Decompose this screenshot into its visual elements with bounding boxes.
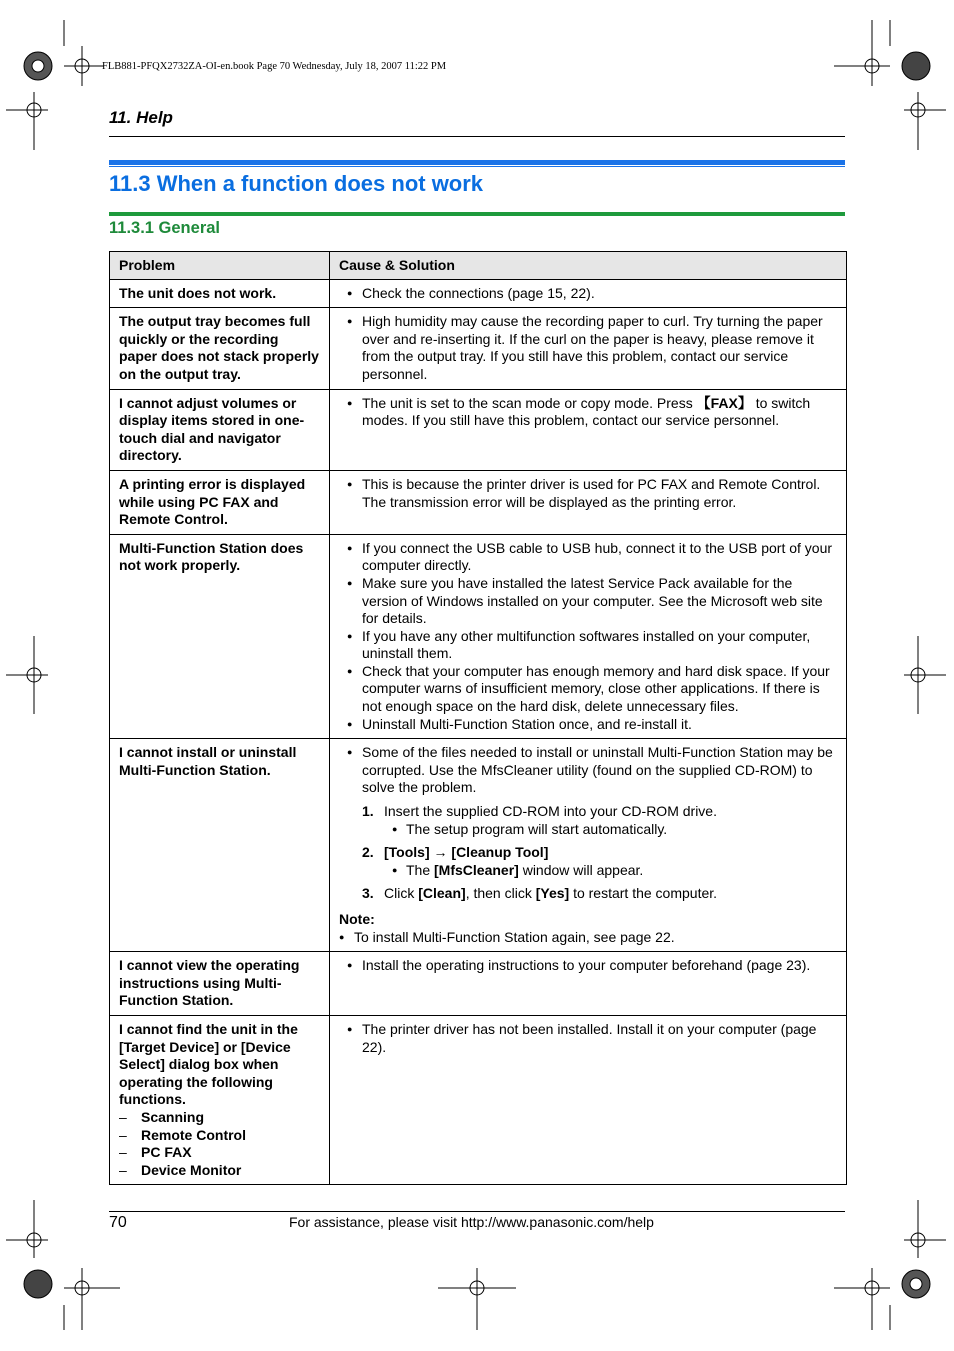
subsection-title: 11.3.1 General: [109, 219, 220, 237]
table-row: [110, 308, 847, 389]
solution-bullet: ● If you have any other multifunction softwares installed on your computer, uninstall them.: [339, 628, 837, 663]
list-item: – Device Monitor: [119, 1161, 242, 1178]
solution-bullet: ● This is because the printer driver is used for PC FAX and Remote Control. The transmission error will be displayed as the printing error.: [339, 476, 837, 511]
arrow-icon: →: [429, 844, 452, 861]
table-row: [110, 389, 847, 470]
step-sub-bullet: ● The [MfsCleaner] window will appear.: [384, 862, 837, 880]
problem-cell: The output tray becomes full quickly or the recording paper does not stack properly on the output tray.: [110, 308, 330, 389]
solution-cell: [330, 470, 847, 534]
header-rule: [109, 136, 845, 137]
problem-cell: A printing error is displayed while using PC FAX and Remote Control.: [110, 470, 330, 534]
problem-cell: The unit does not work.: [110, 279, 330, 308]
clean-key: [Clean]: [418, 885, 466, 902]
problem-cell: I cannot view the operating instructions using Multi-Function Station.: [110, 952, 330, 1016]
solution-bullet: ● Install the operating instructions to your computer beforehand (page 23).: [339, 957, 837, 975]
steps-list: [339, 803, 837, 903]
solution-cell: [330, 952, 847, 1016]
table-row: [110, 952, 847, 1016]
list-item: – PC FAX: [119, 1144, 192, 1161]
cleanup-tool-key: [Cleanup Tool]: [451, 844, 549, 861]
tools-key: [Tools]: [384, 844, 430, 861]
table-row: [110, 739, 847, 952]
fax-key: 【FAX】: [696, 394, 752, 411]
table-header-row: [110, 252, 847, 280]
solution-bullet: ● Check the connections (page 15, 22).: [339, 285, 837, 303]
solution-bullet: ● Uninstall Multi-Function Station once, and re-install it.: [339, 716, 837, 734]
list-item: – Remote Control: [119, 1126, 246, 1143]
note-bullet: ● To install Multi-Function Station again, see page 22.: [331, 929, 837, 947]
solution-bullet: ● The printer driver has not been installed. Install it on your computer (page 22).: [339, 1021, 837, 1056]
step-item: 3. Click [Clean], then click [Yes] to restart the computer.: [362, 885, 718, 902]
page-number: 70: [109, 1214, 127, 1231]
problem-cell: I cannot install or uninstall Multi-Function Station.: [110, 739, 330, 952]
solution-cell: [330, 739, 847, 952]
solution-cell: [330, 279, 847, 308]
table-row: [110, 534, 847, 739]
note-title: Note:: [339, 911, 375, 927]
step-item: 2. [Tools] → [Cleanup Tool] ● The [MfsCleaner] window will appear.: [339, 844, 837, 879]
solution-bullet: ● If you connect the USB cable to USB hub, connect it to the USB port of your computer directly.: [339, 540, 837, 575]
solution-cell: [330, 534, 847, 739]
section-bar-thin: [109, 166, 845, 167]
header-problem: Problem: [110, 252, 330, 280]
solution-bullet: ● Check that your computer has enough memory and hard disk space. If your computer warns of insufficient memory, close other applications. If there is not enough space on the hard disk, delete unnecessary files.: [339, 663, 837, 716]
table-row: [110, 279, 847, 308]
solution-bullet: ● Some of the files needed to install or uninstall Multi-Function Station may be corrupted. Use the MfsCleaner utility (found on the supplied CD-ROM) to solve the problem.: [339, 744, 837, 797]
solution-cell: [330, 389, 847, 470]
solution-bullet: ● High humidity may cause the recording paper to curl. Try turning the paper over and re-inserting it. If the curl on the paper is heavy, please remove it from the output tray. If you still have this problem, contact our service personnel.: [339, 313, 837, 383]
step-item: 1. Insert the supplied CD-ROM into your CD-ROM drive. ● The setup program will start automatically.: [339, 803, 837, 838]
yes-key: [Yes]: [535, 885, 570, 902]
solution-bullet: ● The unit is set to the scan mode or copy mode. Press 【FAX】 to switch modes. If you still have this problem, contact our service personnel.: [339, 395, 837, 430]
problem-cell: Multi-Function Station does not work properly.: [110, 534, 330, 739]
problem-cell: I cannot find the unit in the [Target Device] or [Device Select] dialog box when operating the following functions. – Scanning – Remote Control – PC FAX – Device Monitor: [110, 1015, 330, 1184]
functions-list: [119, 1109, 320, 1179]
list-item: – Scanning: [119, 1108, 205, 1125]
footer-text: For assistance, please visit http://www.panasonic.com/help: [289, 1214, 654, 1230]
problem-cell: I cannot adjust volumes or display items stored in one-touch dial and navigator directory.: [110, 389, 330, 470]
header-cause-solution: Cause & Solution: [330, 252, 847, 280]
subsection-bar: [109, 212, 845, 216]
book-slug: FLB881-PFQX2732ZA-OI-en.book Page 70 Wednesday, July 18, 2007 11:22 PM: [102, 61, 447, 72]
solution-bullet: ● Make sure you have installed the latest Service Pack available for the version of Windows installed on your computer. See the Microsoft web site for details.: [339, 575, 837, 628]
troubleshooting-table: [109, 251, 847, 1185]
table-row: [110, 1015, 847, 1184]
section-title: 11.3 When a function does not work: [109, 171, 484, 196]
solution-cell: [330, 1015, 847, 1184]
solution-cell: [330, 308, 847, 389]
section-bar: [109, 160, 845, 165]
chapter-heading: 11. Help: [109, 108, 173, 127]
footer-rule: [109, 1211, 845, 1212]
step-sub-bullet: ● The setup program will start automatically.: [384, 821, 837, 839]
table-row: [110, 470, 847, 534]
